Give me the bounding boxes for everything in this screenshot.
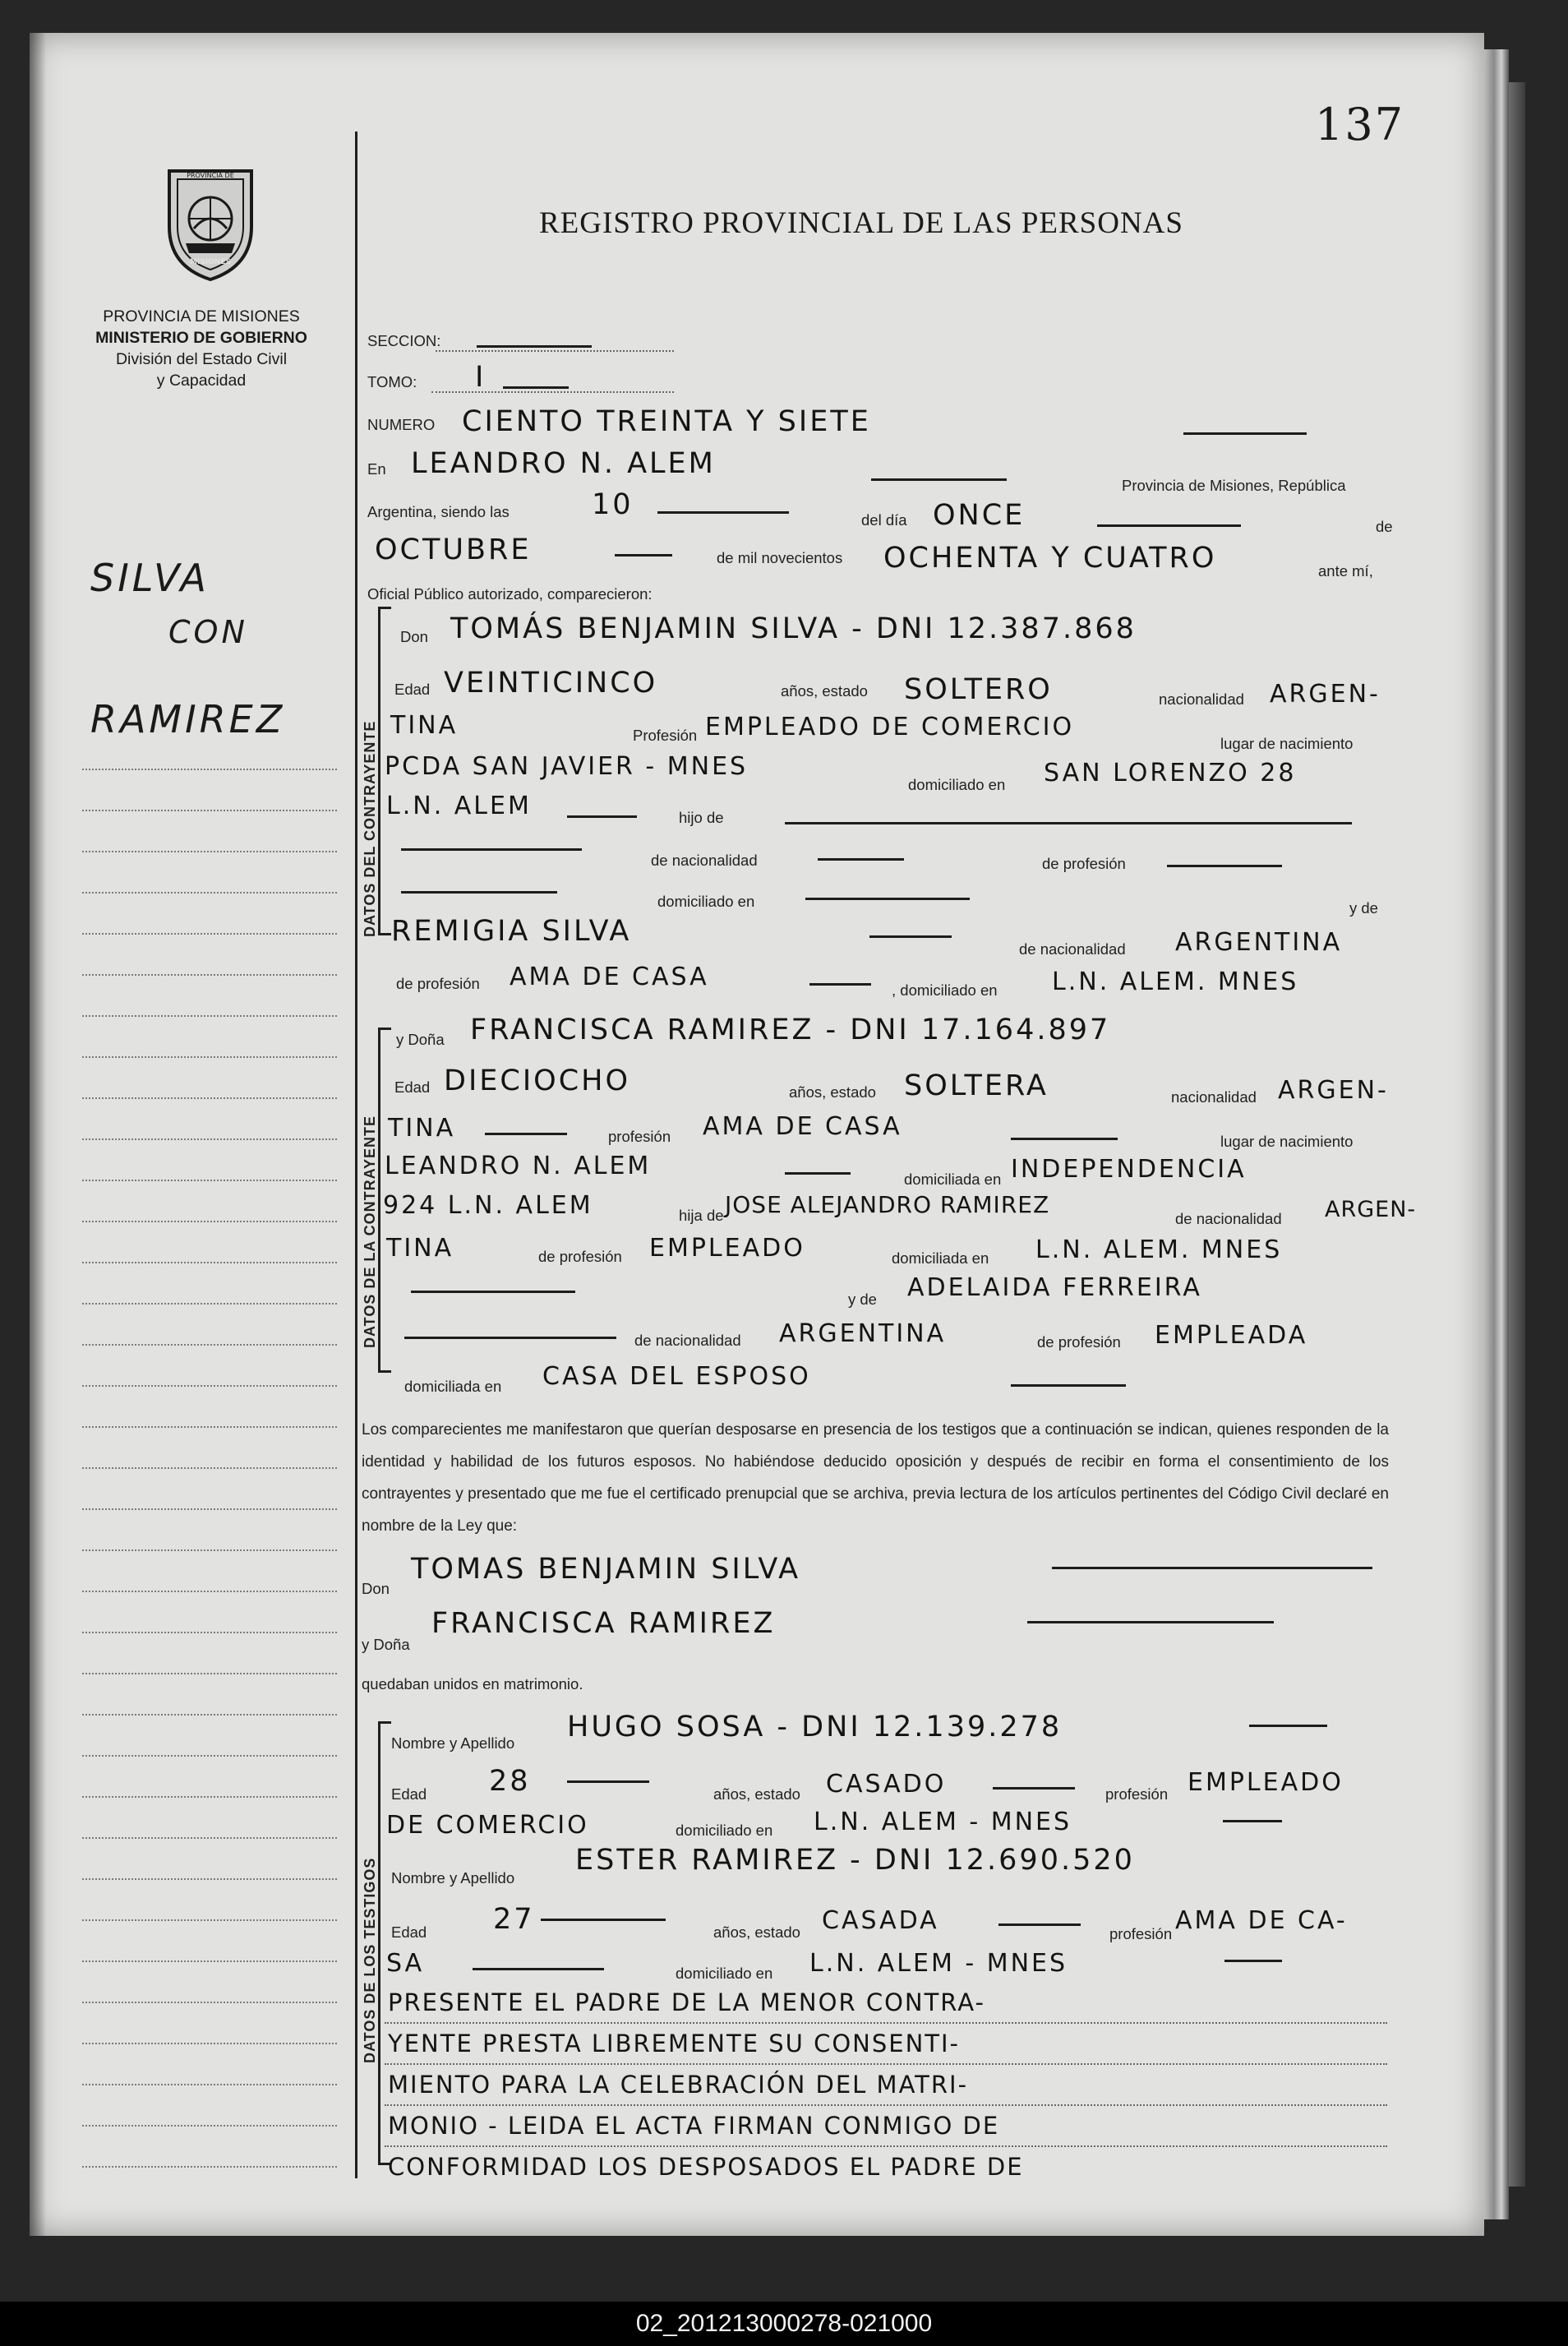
tomo-value: I bbox=[475, 361, 487, 394]
don-label: Don bbox=[400, 628, 428, 645]
contrayente-m-madre: REMIGIA SILVA bbox=[391, 915, 632, 948]
contrayente-m-domicilio-a: SAN LORENZO 28 bbox=[1044, 759, 1297, 787]
en-label: En bbox=[367, 460, 386, 478]
nac-label-m: nacionalidad bbox=[1159, 690, 1244, 708]
office-division-cont: y Capacidad bbox=[156, 372, 247, 390]
hijo-label: hijo de bbox=[679, 809, 724, 826]
t1-anios-label: años, estado bbox=[713, 1785, 800, 1803]
section-contrayente-m: DATOS DEL CONTRAYENTE bbox=[362, 720, 378, 937]
decl-don-value: TOMAS BENJAMIN SILVA bbox=[411, 1553, 801, 1586]
anio-value: OCHENTA Y CUATRO bbox=[883, 542, 1217, 575]
contrayente-m-madre-prof: AMA DE CASA bbox=[510, 963, 709, 991]
padre-dom-label-m: domiciliado en bbox=[657, 893, 755, 910]
contrayente-f-padre-prof: EMPLEADO bbox=[649, 1234, 805, 1263]
note-line-4: MONIO - LEIDA EL ACTA FIRMAN CONMIGO DE bbox=[388, 2112, 1000, 2140]
hija-label: hija de bbox=[679, 1207, 724, 1224]
office-division: División del Estado Civil bbox=[115, 350, 288, 368]
madre-prof-label-f: de profesión bbox=[1037, 1333, 1121, 1351]
profesion-label-m: Profesión bbox=[633, 727, 698, 744]
margin-annotation bbox=[90, 551, 285, 746]
domiciliado-label-m: domiciliado en bbox=[908, 776, 1006, 793]
hora-value: 10 bbox=[592, 488, 634, 521]
book-cover-edge bbox=[1509, 82, 1525, 2187]
padre-dom-label-f: domiciliada en bbox=[892, 1249, 989, 1267]
testigo-2-domicilio: L.N. ALEM - MNES bbox=[809, 1949, 1068, 1978]
contrayente-f-nombre: FRANCISCA RAMIREZ - DNI 17.164.897 bbox=[470, 1014, 1111, 1046]
contrayente-f-madre-dom: CASA DEL ESPOSO bbox=[542, 1362, 811, 1391]
decl-dona-label: y Doña bbox=[362, 1636, 410, 1653]
mes-value: OCTUBRE bbox=[375, 533, 532, 566]
testigo-1-edad: 28 bbox=[489, 1765, 531, 1798]
madre-dom-label-f: domiciliada en bbox=[404, 1378, 502, 1395]
en-value: LEANDRO N. ALEM bbox=[411, 447, 716, 480]
padre-prof-label-f: de profesión bbox=[538, 1248, 622, 1265]
testigo-1-profesion-a: EMPLEADO bbox=[1188, 1768, 1344, 1797]
dona-label: y Doña bbox=[396, 1031, 445, 1048]
office-ministry: MINISTERIO DE GOBIERNO bbox=[95, 329, 307, 347]
margin-con: CON bbox=[168, 614, 248, 650]
contrayente-m-lugar: PCDA SAN JAVIER - MNES bbox=[385, 752, 749, 781]
image-caption: 02_201213000278-021000 bbox=[0, 2302, 1568, 2346]
testigo-2-estado: CASADA bbox=[822, 1906, 939, 1935]
contrayente-f-madre: ADELAIDA FERREIRA bbox=[907, 1273, 1202, 1302]
contrayente-f-padre-dom: L.N. ALEM. MNES bbox=[1035, 1235, 1283, 1264]
testigo-1-estado: CASADO bbox=[826, 1770, 947, 1799]
margin-name-2: RAMIREZ bbox=[90, 697, 286, 741]
t1-nombre-label: Nombre y Apellido bbox=[391, 1734, 515, 1752]
testigo-2-nombre: ESTER RAMIREZ - DNI 12.690.520 bbox=[575, 1844, 1135, 1877]
y-de-label-f: y de bbox=[848, 1291, 877, 1308]
testigo-1-nombre: HUGO SOSA - DNI 12.139.278 bbox=[567, 1711, 1063, 1743]
testigo-1-profesion-b: DE COMERCIO bbox=[386, 1811, 589, 1840]
margin-name-1: SILVA bbox=[90, 556, 210, 600]
t1-profesion-label: profesión bbox=[1105, 1785, 1169, 1803]
t1-domiciliado-label: domiciliado en bbox=[676, 1822, 773, 1839]
domiciliada-label-f: domiciliada en bbox=[904, 1171, 1002, 1188]
contrayente-m-profesion: EMPLEADO DE COMERCIO bbox=[705, 713, 1075, 741]
provincia-label: Provincia de Misiones, República bbox=[1122, 477, 1346, 494]
issuing-office bbox=[58, 306, 345, 391]
dia-value: ONCE bbox=[933, 499, 1026, 532]
madre-prof-label-m: de profesión bbox=[396, 975, 480, 992]
edad-label-f: Edad bbox=[394, 1078, 431, 1096]
contrayente-m-nac-a: ARGEN- bbox=[1270, 680, 1381, 709]
madre-nac-label-m: de nacionalidad bbox=[1019, 940, 1126, 958]
lugar-label-f: lugar de nacimiento bbox=[1220, 1133, 1354, 1150]
nac-label-f: nacionalidad bbox=[1171, 1088, 1257, 1106]
t2-edad-label: Edad bbox=[391, 1923, 427, 1941]
contrayente-f-nac-a: ARGEN- bbox=[1278, 1076, 1389, 1105]
contrayente-m-nombre: TOMÁS BENJAMIN SILVA - DNI 12.387.868 bbox=[450, 612, 1137, 645]
book-page-edge bbox=[1484, 49, 1509, 2219]
padre-nac-label-m: de nacionalidad bbox=[651, 852, 758, 869]
contrayente-m-madre-dom: L.N. ALEM. MNES bbox=[1052, 967, 1299, 996]
contrayente-f-domicilio-b: 924 L.N. ALEM bbox=[383, 1191, 593, 1220]
seccion-line bbox=[477, 345, 592, 348]
section-testigos: DATOS DE LOS TESTIGOS bbox=[362, 1857, 378, 2063]
testigo-2-profesion-b: SA bbox=[386, 1949, 425, 1978]
declaration-paragraph: Los comparecientes me manifestaron que querían desposarse en presencia de los testigos que a continuación se indican, quienes responden de la identidad y habilidad de los futuros esposos. No habiéndose deducido oposición y después de recibir en forma el consentimiento de los contrayentes y presentado que me fue el certificado prenupcial que se archiva, previa lectura de los artículos pertinentes del Código Civil declaré en nombre de la Ley que: bbox=[362, 1421, 1389, 1535]
margin-rule bbox=[355, 132, 357, 2178]
de-label: de bbox=[1376, 518, 1393, 535]
contrayente-f-nac-b: TINA bbox=[388, 1114, 456, 1143]
contrayente-m-estado: SOLTERO bbox=[904, 673, 1053, 706]
madre-dom-label-m: , domiciliado en bbox=[892, 981, 998, 999]
contrayente-f-lugar: LEANDRO N. ALEM bbox=[385, 1152, 652, 1180]
t2-profesion-label: profesión bbox=[1109, 1925, 1173, 1942]
contrayente-m-nac-b: TINA bbox=[390, 711, 459, 740]
padre-nac-label-f: de nacionalidad bbox=[1175, 1210, 1282, 1227]
note-line-1: PRESENTE EL PADRE DE LA MENOR CONTRA- bbox=[388, 1988, 985, 2016]
note-line-2: YENTE PRESTA LIBREMENTE SU CONSENTI- bbox=[388, 2030, 961, 2057]
contrayente-f-domicilio-a: INDEPENDENCIA bbox=[1011, 1155, 1247, 1184]
y-de-label-m: y de bbox=[1349, 899, 1378, 917]
seal-bottom-text: MISIONES bbox=[190, 258, 231, 266]
testigo-1-domicilio: L.N. ALEM - MNES bbox=[814, 1808, 1072, 1836]
anios-label-f: años, estado bbox=[789, 1083, 876, 1101]
contrayente-f-estado: SOLTERA bbox=[904, 1069, 1049, 1102]
contrayente-f-padre-nac-a: ARGEN- bbox=[1325, 1197, 1417, 1222]
testigo-2-profesion-a: AMA DE CA- bbox=[1175, 1906, 1348, 1935]
mil-label: de mil novecientos bbox=[717, 549, 843, 566]
contrayente-f-madre-prof: EMPLEADA bbox=[1155, 1321, 1308, 1350]
madre-nac-label-f: de nacionalidad bbox=[634, 1332, 741, 1349]
decl-don-label: Don bbox=[362, 1580, 390, 1597]
oficial-label: Oficial Público autorizado, comparecieron: bbox=[367, 585, 653, 603]
seal-top-text: PROVINCIA DE bbox=[187, 172, 234, 179]
note-line-5: CONFORMIDAD LOS DESPOSADOS EL PADRE DE bbox=[388, 2153, 1024, 2181]
argentina-label: Argentina, siendo las bbox=[367, 503, 510, 520]
note-line-3: MIENTO PARA LA CELEBRACIÓN DEL MATRI- bbox=[388, 2071, 969, 2099]
profesion-label-f: profesión bbox=[608, 1128, 671, 1145]
office-province: PROVINCIA DE MISIONES bbox=[103, 307, 300, 326]
page-number: 137 bbox=[1315, 99, 1405, 150]
contrayente-f-padre: JOSE ALEJANDRO RAMIREZ bbox=[725, 1191, 1050, 1218]
contrayente-m-domicilio-b: L.N. ALEM bbox=[386, 792, 532, 820]
contrayente-m-madre-nac: ARGENTINA bbox=[1175, 928, 1343, 957]
t2-domiciliado-label: domiciliado en bbox=[676, 1965, 773, 1982]
contrayente-f-profesion: AMA DE CASA bbox=[703, 1112, 902, 1141]
page-gutter-shadow bbox=[30, 33, 46, 2236]
anios-label-m: años, estado bbox=[781, 682, 868, 700]
seccion-label: SECCION: bbox=[367, 332, 441, 349]
unidos-label: quedaban unidos en matrimonio. bbox=[362, 1675, 583, 1693]
padre-prof-label-m: de profesión bbox=[1042, 855, 1126, 872]
lugar-label-m: lugar de nacimiento bbox=[1220, 735, 1354, 752]
document-title: REGISTRO PROVINCIAL DE LAS PERSONAS bbox=[539, 206, 1183, 240]
province-seal-icon bbox=[161, 161, 260, 283]
ante-label: ante mí, bbox=[1318, 562, 1373, 580]
t2-anios-label: años, estado bbox=[713, 1923, 800, 1941]
tomo-label: TOMO: bbox=[367, 373, 417, 390]
contrayente-f-padre-nac-b: TINA bbox=[386, 1234, 454, 1263]
edad-label-m: Edad bbox=[394, 681, 431, 698]
decl-dona-value: FRANCISCA RAMIREZ bbox=[431, 1607, 776, 1640]
numero-label: NUMERO bbox=[367, 416, 436, 433]
t2-nombre-label: Nombre y Apellido bbox=[391, 1869, 515, 1886]
del-dia-label: del día bbox=[861, 511, 907, 529]
numero-value: CIENTO TREINTA Y SIETE bbox=[462, 405, 871, 438]
t1-edad-label: Edad bbox=[391, 1785, 427, 1803]
contrayente-f-edad: DIECIOCHO bbox=[444, 1064, 631, 1097]
testigo-2-edad: 27 bbox=[493, 1903, 535, 1936]
contrayente-f-madre-nac: ARGENTINA bbox=[779, 1319, 947, 1348]
contrayente-m-edad: VEINTICINCO bbox=[444, 667, 658, 700]
section-contrayente-f: DATOS DE LA CONTRAYENTE bbox=[362, 1115, 378, 1348]
